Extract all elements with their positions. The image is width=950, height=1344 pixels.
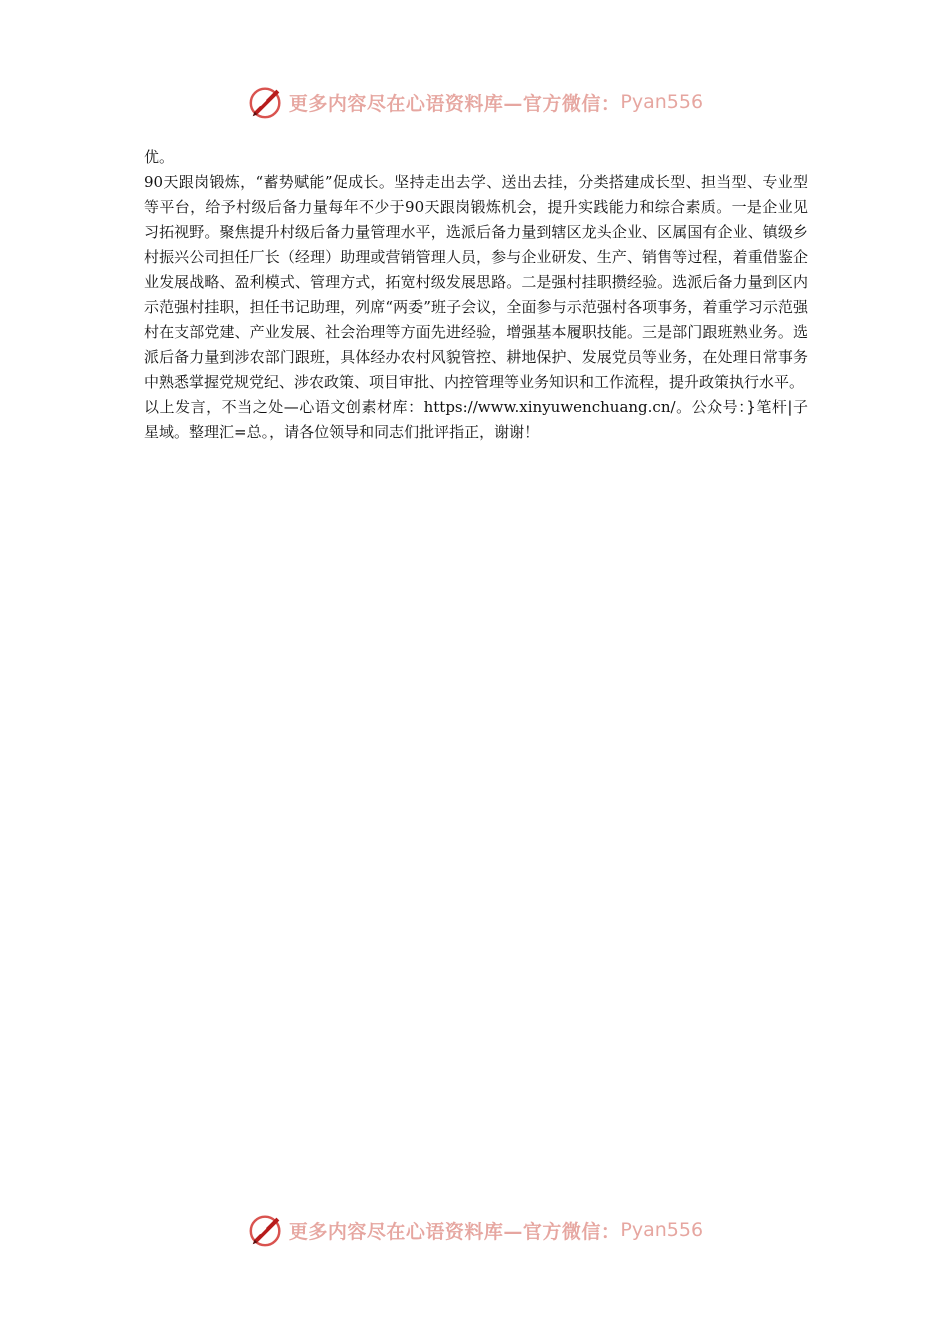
banner-text: 更多内容尽在心语资料库—官方微信： <box>288 92 621 115</box>
paragraph-main: 90天跟岗锻炼，“蓄势赋能”促成长。坚持走出去学、送出去挂，分类搭建成长型、担当型、专业型等平台，给予村级后备力量每年不少于90天跟岗锻炼机会，提升实践能力和综合素质。一是企业见习拓视野。聚焦提升村级后备力量管理水平，选派后备力量到辖区龙头企业、区属国有企业、镇级乡村振兴公司担任厂长（经理）助理或营销管理人员，参与企业研发、生产、销售等过程，着重借鉴企业发展战略、盈利模式、管理方式，拓宽村级发展思路。二是强村挂职攒经验。选派后备力量到区内示范强村挂职，担任书记助理，列席“两委”班子会议，全面参与示范强村各项事务，着重学习示范强村在支部党建、产业发展、社会治理等方面先进经验，增强基本履职技能。三是部门跟班熟业务。选派后备力量到涉农部门跟班，具体经办农村风貌管控、耕地保护、发展党员等业务，在处理日常事务中熟悉掌握党规党纪、涉农政策、项目审批、内控管理等业务知识和工作流程，提升政策执行水平。 <box>144 173 808 391</box>
footer-banner <box>0 1208 950 1252</box>
source-url: https://www.xinyuwenchuang.cn/ <box>423 398 676 416</box>
banner-text: 更多内容尽在心语资料库—官方微信： <box>288 1220 621 1243</box>
closing-text-end: 。公众号：}笔杆|子星域。整理汇=总。，请各位领导和同志们批评指正，谢谢！ <box>144 398 808 441</box>
pen-logo-icon <box>247 1211 285 1249</box>
document-body <box>144 145 808 445</box>
closing-text-start: 以上发言，不当之处—心语文创素材库： <box>144 398 424 416</box>
wechat-id: Pyan556 <box>620 1219 704 1241</box>
closing-paragraph <box>144 395 808 445</box>
wechat-id: Pyan556 <box>620 91 704 113</box>
paragraph-continuation: 优。 <box>144 148 175 166</box>
header-banner <box>0 80 950 124</box>
pen-logo-icon <box>247 83 285 121</box>
